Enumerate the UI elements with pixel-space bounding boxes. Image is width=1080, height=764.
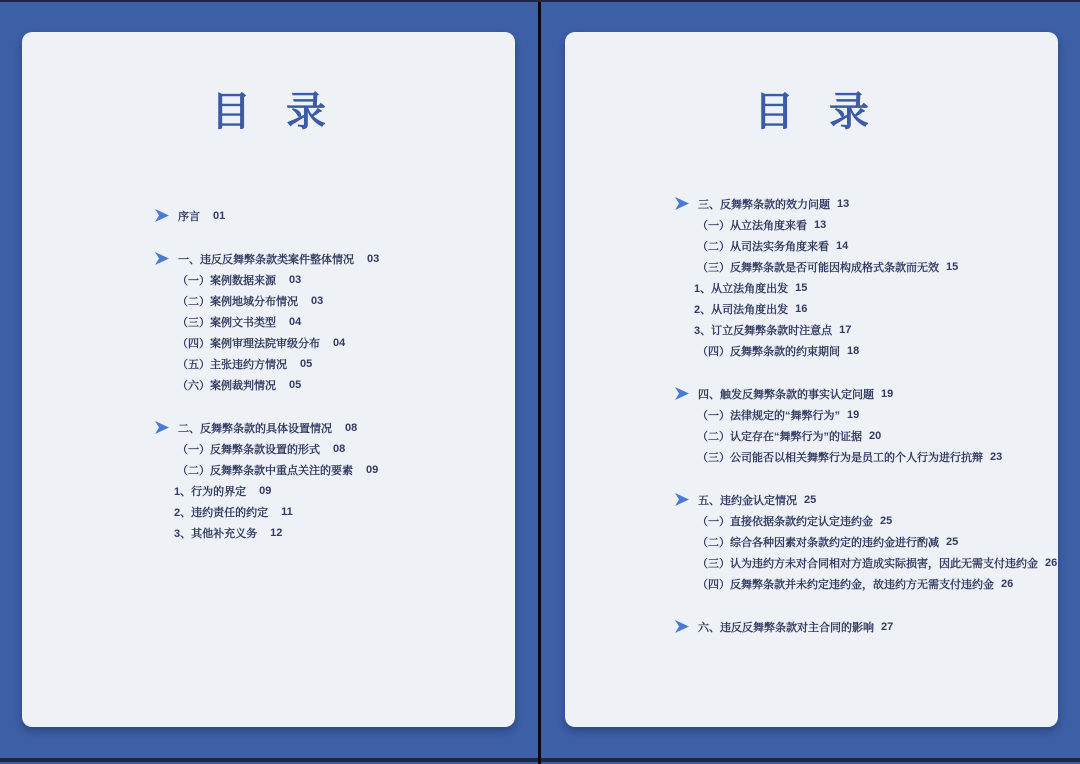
toc-entry-label: 五、违约金认定情况 <box>698 494 797 507</box>
arrow-bullet-icon <box>155 252 169 265</box>
toc-entry-page: 11 <box>281 505 293 518</box>
toc-entry-label: （四）反舞弊条款的约束期间 <box>697 345 840 358</box>
toc-entry-label: 2、从司法角度出发 <box>694 303 789 316</box>
toc-entry-page: 19 <box>881 387 894 400</box>
toc-entry-label: （一）从立法角度来看 <box>697 219 807 232</box>
toc-entry[interactable] <box>675 510 1044 531</box>
toc-entry-page: 08 <box>333 442 346 455</box>
toc-entry-label: 1、行为的界定 <box>174 485 247 498</box>
page-gutter-divider <box>538 2 541 764</box>
toc-entry[interactable] <box>155 522 495 543</box>
toc-entry[interactable] <box>675 552 1058 573</box>
toc-entry[interactable] <box>675 256 1044 277</box>
toc-entry-label: 二、反舞弊条款的具体设置情况 <box>178 422 332 435</box>
toc-entry[interactable] <box>155 480 495 501</box>
toc-entry[interactable] <box>675 298 1044 319</box>
toc-entry-page: 14 <box>836 239 849 252</box>
toc-entry[interactable] <box>675 340 1044 361</box>
toc-entry-page: 27 <box>881 620 894 633</box>
toc-entry[interactable] <box>155 311 495 332</box>
toc-entry[interactable] <box>675 616 1044 637</box>
toc-entry[interactable] <box>155 269 495 290</box>
toc-entry-page: 25 <box>880 514 893 527</box>
toc-entry-page: 18 <box>847 344 860 357</box>
toc-entry-page: 03 <box>289 273 302 286</box>
toc-entry-page: 17 <box>839 323 852 336</box>
toc-entry-label: （一）反舞弊条款设置的形式 <box>177 443 320 456</box>
toc-entry-page: 19 <box>847 408 860 421</box>
toc-entry-page: 13 <box>814 218 827 231</box>
toc-entry-label: （四）反舞弊条款并未约定违约金，故违约方无需支付违约金 <box>697 578 994 591</box>
toc-entry-label: （三）案例文书类型 <box>177 316 276 329</box>
toc-entry-label: （三）认为违约方未对合同相对方造成实际损害，因此无需支付违约金 <box>697 557 1038 570</box>
toc-entry[interactable] <box>155 501 495 522</box>
toc-page-right <box>565 32 1058 727</box>
toc-entry-label: （二）反舞弊条款中重点关注的要素 <box>177 464 353 477</box>
toc-entry-page: 25 <box>804 493 817 506</box>
toc-entry-label: （五）主张违约方情况 <box>177 358 287 371</box>
arrow-bullet-icon <box>675 197 689 210</box>
toc-entry-label: 3、订立反舞弊条款时注意点 <box>694 324 833 337</box>
toc-entry-page: 26 <box>1045 556 1058 569</box>
toc-entry-page: 05 <box>300 357 313 370</box>
toc-entry-label: （三）反舞弊条款是否可能因构成格式条款而无效 <box>697 261 939 274</box>
toc-list-left <box>22 205 515 543</box>
toc-entry-label: 一、违反反舞弊条款类案件整体情况 <box>178 253 354 266</box>
toc-entry[interactable] <box>155 374 495 395</box>
toc-entry-label: （六）案例裁判情况 <box>177 379 276 392</box>
toc-entry-label: 三、反舞弊条款的效力问题 <box>698 198 830 211</box>
toc-entry[interactable] <box>155 438 495 459</box>
toc-entry[interactable] <box>675 193 1044 214</box>
toc-entry-page: 23 <box>990 450 1003 463</box>
toc-entry[interactable] <box>675 214 1044 235</box>
toc-entry-page: 09 <box>259 484 272 497</box>
toc-entry[interactable] <box>675 573 1044 594</box>
arrow-bullet-icon <box>675 387 689 400</box>
toc-entry[interactable] <box>155 459 495 480</box>
arrow-bullet-icon <box>155 421 169 434</box>
page-title: 目 录 <box>753 90 882 134</box>
toc-entry-label: 六、违反反舞弊条款对主合同的影响 <box>698 621 874 634</box>
toc-entry-page: 01 <box>213 209 226 222</box>
toc-entry-label: （二）案例地域分布情况 <box>177 295 298 308</box>
toc-entry-label: （四）案例审理法院审级分布 <box>177 337 320 350</box>
toc-entry-label: （一）案例数据来源 <box>177 274 276 287</box>
arrow-bullet-icon <box>155 209 169 222</box>
toc-entry-page: 09 <box>366 463 379 476</box>
toc-entry-page: 03 <box>311 294 324 307</box>
toc-entry-label: 序言 <box>178 210 200 223</box>
arrow-bullet-icon <box>675 493 689 506</box>
toc-entry[interactable] <box>155 332 495 353</box>
toc-entry-page: 04 <box>333 336 346 349</box>
toc-entry-label: （一）法律规定的“舞弊行为” <box>697 409 840 422</box>
toc-entry-label: （一）直接依据条款约定认定违约金 <box>697 515 873 528</box>
toc-entry[interactable] <box>155 417 495 438</box>
toc-entry-page: 26 <box>1001 577 1014 590</box>
page-title: 目 录 <box>210 90 339 134</box>
toc-entry-page: 13 <box>837 197 850 210</box>
toc-entry-label: 3、其他补充义务 <box>174 527 258 540</box>
toc-entry[interactable] <box>675 404 1044 425</box>
toc-entry[interactable] <box>675 446 1044 467</box>
toc-entry-page: 08 <box>345 421 358 434</box>
toc-entry[interactable] <box>155 290 495 311</box>
toc-list-right <box>565 193 1058 637</box>
toc-entry[interactable] <box>675 319 1044 340</box>
toc-entry-page: 04 <box>289 315 302 328</box>
toc-entry-page: 15 <box>946 260 959 273</box>
toc-entry[interactable] <box>675 235 1044 256</box>
toc-page-left <box>22 32 515 727</box>
toc-entry-label: （二）从司法实务角度来看 <box>697 240 829 253</box>
toc-entry[interactable] <box>675 489 1044 510</box>
toc-entry-label: （二）认定存在“舞弊行为”的证据 <box>697 430 862 443</box>
toc-entry[interactable] <box>675 383 1044 404</box>
toc-entry-label: 四、触发反舞弊条款的事实认定问题 <box>698 388 874 401</box>
toc-entry-label: 1、从立法角度出发 <box>694 282 789 295</box>
toc-entry[interactable] <box>675 531 1044 552</box>
toc-entry-page: 25 <box>946 535 959 548</box>
toc-entry-page: 20 <box>869 429 882 442</box>
toc-entry-page: 16 <box>795 302 808 315</box>
toc-entry[interactable] <box>155 205 495 226</box>
toc-entry-label: 2、违约责任的约定 <box>174 506 269 519</box>
toc-entry-label: （二）综合各种因素对条款约定的违约金进行酌减 <box>697 536 939 549</box>
toc-entry-page: 03 <box>367 252 380 265</box>
arrow-bullet-icon <box>675 620 689 633</box>
toc-entry[interactable] <box>155 353 495 374</box>
toc-entry-page: 15 <box>795 281 808 294</box>
toc-entry-page: 12 <box>270 526 283 539</box>
toc-entry[interactable] <box>155 248 495 269</box>
toc-entry[interactable] <box>675 277 1044 298</box>
toc-entry[interactable] <box>675 425 1044 446</box>
toc-entry-label: （三）公司能否以相关舞弊行为是员工的个人行为进行抗辩 <box>697 451 983 464</box>
toc-entry-page: 05 <box>289 378 302 391</box>
